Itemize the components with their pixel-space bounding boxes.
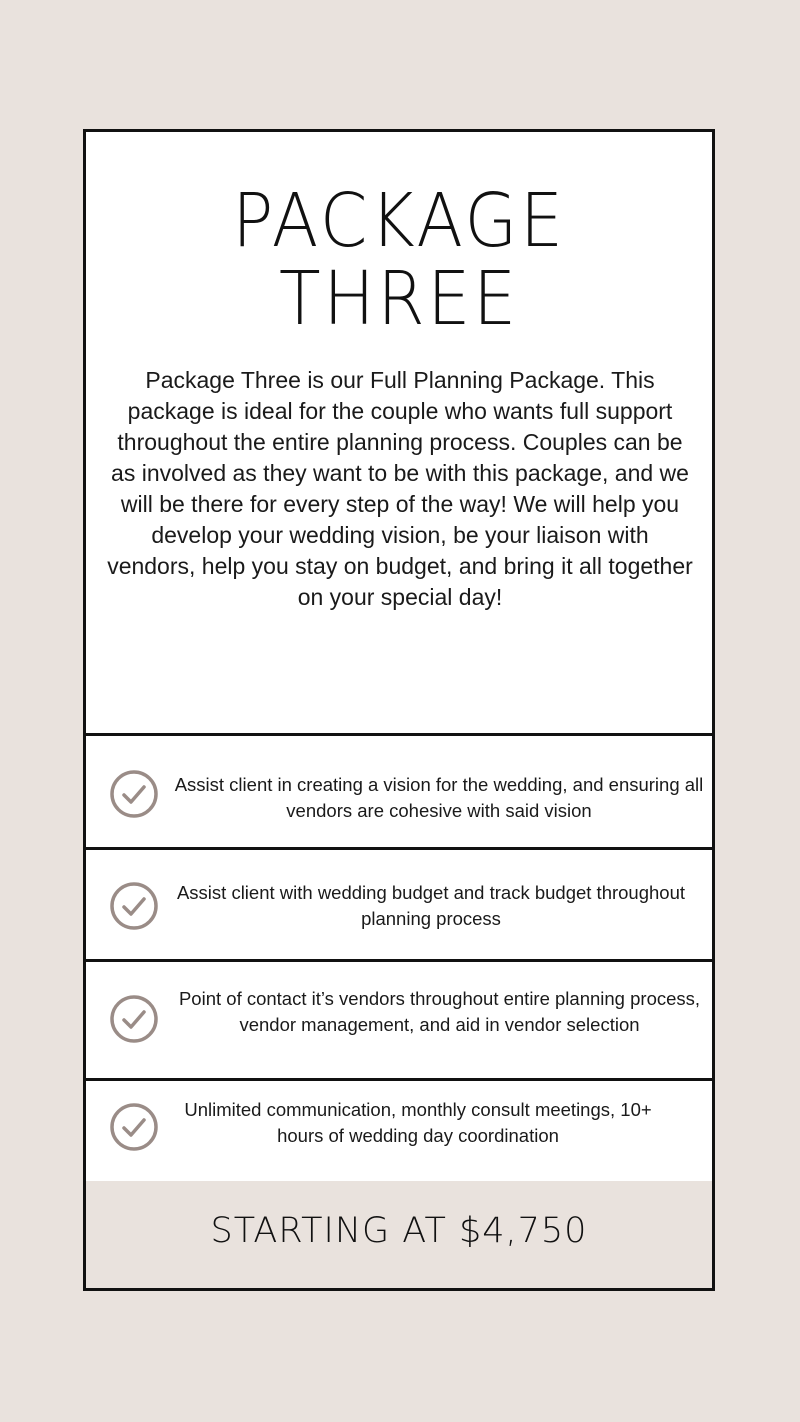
feature-row <box>86 1078 712 1182</box>
feature-row <box>86 733 712 848</box>
starting-price: STARTING AT $4,750 <box>210 1211 588 1251</box>
package-title <box>111 178 687 342</box>
package-description: Package Three is our Full Planning Package. This package is ideal for the couple who wants full support throughout the entire planning process. Couples can be as involved as they want to be with this package, and we will be there for every step of the way! We will help you develop your wedding vision, be your liaison with vendors, help you stay on budget, and bring it all together on your special day! <box>107 367 693 610</box>
feature-text: Assist client in creating a vision for the wedding, and ensuring all vendors are cohesive with said vision <box>174 774 704 821</box>
check-circle-icon <box>110 995 158 1043</box>
package-title-line-2: THREE <box>279 256 519 342</box>
feature-row <box>86 847 712 960</box>
package-card <box>83 129 715 1291</box>
check-circle-icon <box>110 770 158 818</box>
feature-text: Unlimited communication, monthly consult meetings, 10+ hours of wedding day coordination <box>184 1099 652 1146</box>
feature-text: Assist client with wedding budget and track budget throughout planning process <box>176 882 686 929</box>
feature-row <box>86 959 712 1080</box>
check-circle-icon <box>110 882 158 930</box>
check-circle-icon <box>110 1103 158 1151</box>
package-title-line-1: PACKAGE <box>232 178 566 264</box>
feature-text: Point of contact it’s vendors throughout entire planning process, vendor management, and aid in vendor selection <box>178 988 701 1035</box>
price-band <box>86 1181 712 1288</box>
